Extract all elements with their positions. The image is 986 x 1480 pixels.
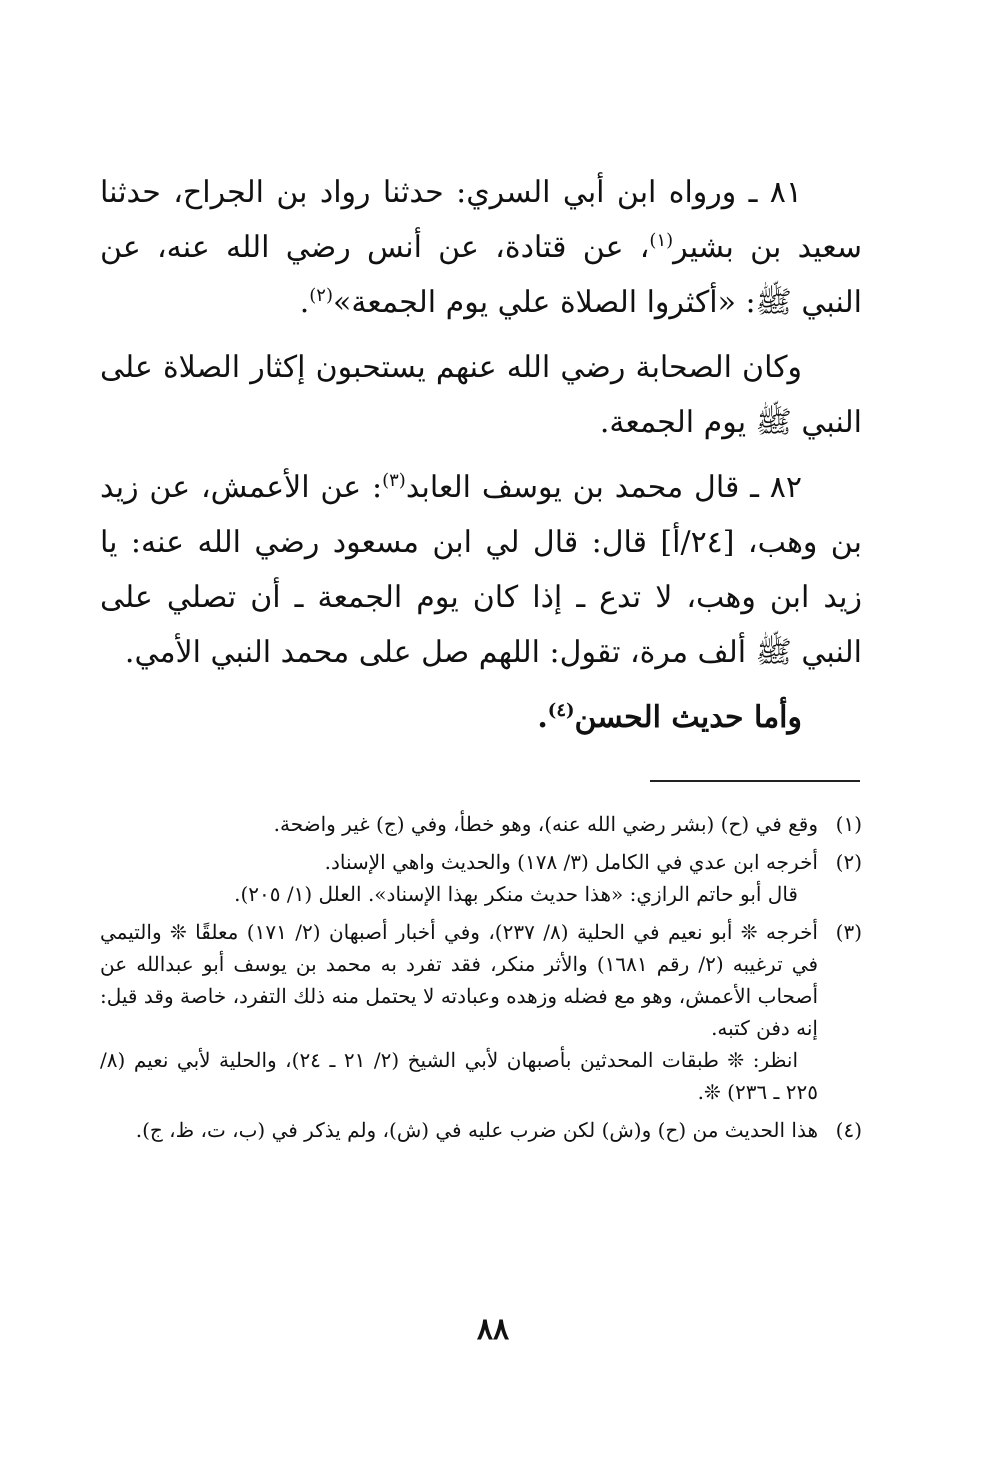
footnote-text: أخرجه ❊ أبو نعيم في الحلية (٨/ ٢٣٧)، وفي أخبار أصبهان (٢/ ١٧١) معلقًا ❊ والتيمي في ترغيبه (٢/ رقم ١٦٨١) والأثر منكر، فقد تفرد به محمد بن يوسف أبو عبدالله عن أصحاب الأعمش، وهو مع فضله وزهده وعبادته لا يحتمل منه ذلك التفرد، خاصة وقد قيل: إنه دفن كتبه. <box>100 920 819 1040</box>
footnote-text: وقع في (ح) (بشر رضي الله عنه)، وهو خطأ، وفي (ج) غير واضحة. <box>273 812 818 836</box>
footnote-ref-2[interactable]: (٢) <box>309 285 333 306</box>
page-number: ٨٨ <box>476 1312 510 1347</box>
footnote-label: (٢) <box>835 850 862 874</box>
footnote-1 <box>100 808 862 840</box>
footnote-text: أخرجه ابن عدي في الكامل (٣/ ١٧٨) والحديث واهي الإسناد. <box>324 850 818 874</box>
footnote-label: (٣) <box>835 920 862 944</box>
footnote-2 <box>100 846 862 910</box>
footnote-note: انظر: ❊ طبقات المحدثين بأصبهان لأبي الشيخ (٢/ ٢١ ـ ٢٤)، والحلية لأبي نعيم (٨/ ٢٢٥ ـ ٢٣٦) ❊. <box>100 1048 818 1104</box>
footnote-note: قال أبو حاتم الرازي: «هذا حديث منكر بهذا الإسناد». العلل (١/ ٢٠٥). <box>234 882 798 906</box>
footnote-3 <box>100 916 862 1108</box>
footnote-label: (١) <box>835 812 862 836</box>
paragraph-sahaba: وكان الصحابة رضي الله عنهم يستحبون إكثار الصلاة على النبي ﷺ يوم الجمعة. <box>100 350 862 440</box>
paragraph-hasan: وأما حديث الحسن$^{(٤)}$. <box>537 700 802 735</box>
footnote-label: (٤) <box>835 1118 862 1142</box>
footnotes <box>100 808 862 1152</box>
footnote-text: هذا الحديث من (ح) و(ش) لكن ضرب عليه في (ش)، ولم يذكر في (ب، ت، ظ، ج). <box>135 1118 818 1142</box>
paragraph-82: ٨٢ ـ قال محمد بن يوسف العابد$^{(٣)}$: عن الأعمش، عن زيد بن وهب، [٢٤/أ] قال: قال لي ابن مسعود رضي الله عنه: يا زيد ابن وهب، لا تدع ـ إذا كان يوم الجمعة ـ أن تصلي على النبي ﷺ ألف مرة، تقول: اللهم صل على محمد النبي الأمي. <box>100 470 862 670</box>
footnote-ref-3[interactable]: (٣) <box>382 470 406 491</box>
main-text <box>100 165 862 755</box>
footnote-4 <box>100 1114 862 1146</box>
footnote-ref-4[interactable]: (٤) <box>547 700 575 721</box>
footnote-ref-1[interactable]: (١) <box>649 230 674 251</box>
footnote-separator <box>650 780 860 782</box>
paragraph-81: ٨١ ـ ورواه ابن أبي السري: حدثنا رواد بن الجراح، حدثنا سعيد بن بشير$^{(١)}$، عن قتادة، عن أنس رضي الله عنه، عن النبي ﷺ: «أكثروا الصلاة علي يوم الجمعة»$^{(٢)}$. <box>100 175 862 320</box>
